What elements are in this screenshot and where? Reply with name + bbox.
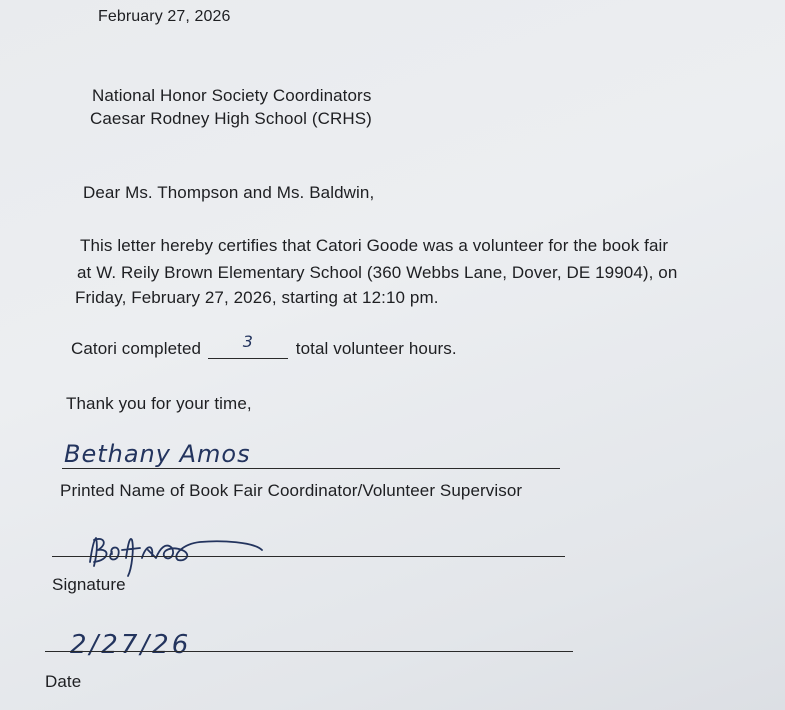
hours-suffix: total volunteer hours. [295,339,457,358]
date-line [45,651,573,652]
letter-date: February 27, 2026 [98,8,231,25]
hours-blank [208,332,288,359]
recipient-line-1: National Honor Society Coordinators [92,86,372,105]
body-line-3: Friday, February 27, 2026, starting at 12:10 pm. [75,288,439,307]
signature-scribble [82,528,272,578]
recipient-line-2: Caesar Rodney High School (CRHS) [90,109,372,128]
salutation: Dear Ms. Thompson and Ms. Baldwin, [83,183,375,202]
printed-name-handwriting: Bethany Amos [64,440,251,468]
hours-prefix: Catori completed [71,339,202,358]
hours-statement [71,332,457,359]
closing: Thank you for your time, [66,394,252,413]
body-line-1: This letter hereby certifies that Catori Goode was a volunteer for the book fair [80,236,669,255]
signature-label: Signature [52,575,126,594]
body-line-2: at W. Reily Brown Elementary School (360 Webbs Lane, Dover, DE 19904), on [77,263,678,282]
hours-value: 3 [242,332,254,351]
date-handwriting: 2/27/26 [70,630,192,660]
signature-line [52,556,565,557]
date-label: Date [45,672,82,691]
printed-name-line [62,468,560,469]
printed-name-label: Printed Name of Book Fair Coordinator/Volunteer Supervisor [60,481,523,500]
